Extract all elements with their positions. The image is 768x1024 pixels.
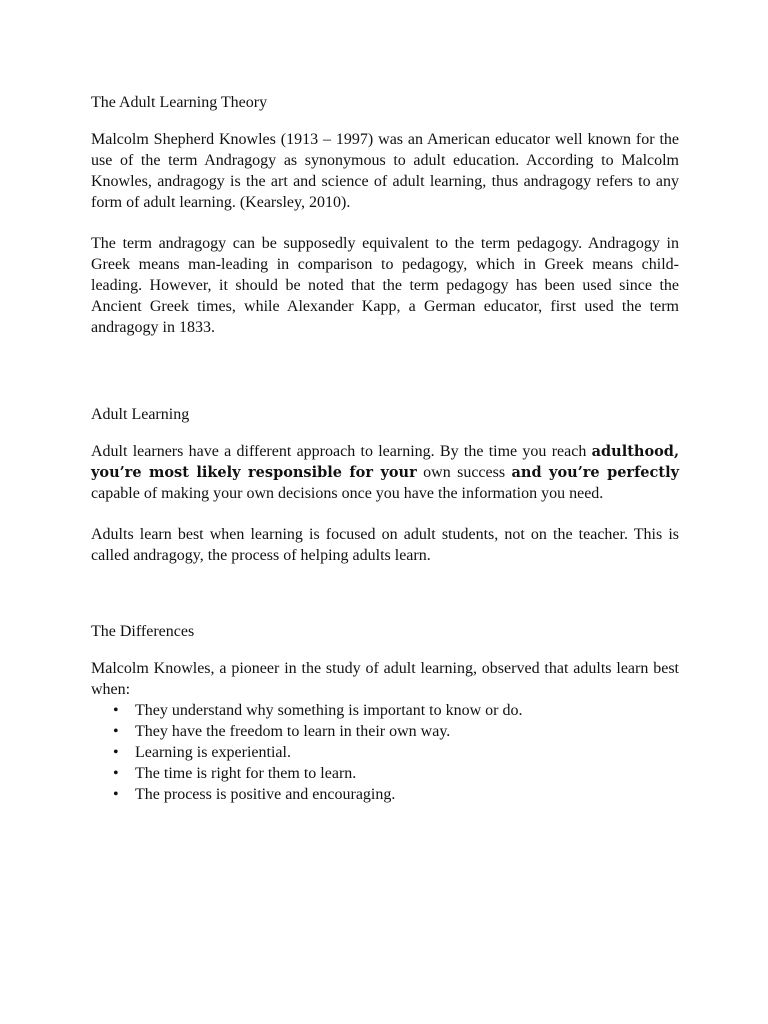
list-item-text: They have the freedom to learn in their own way.: [135, 723, 451, 740]
section-heading-differences: The Differences: [91, 623, 195, 640]
list-item: [91, 784, 679, 805]
list-item-text: They understand why something is important to know or do.: [135, 702, 523, 719]
list-item-text: Learning is experiential.: [135, 744, 291, 761]
bullet-icon: •: [113, 765, 119, 782]
document-title: The Adult Learning Theory: [91, 94, 268, 111]
list-item: [91, 742, 679, 763]
section-heading-adult-learning: Adult Learning: [91, 406, 190, 423]
pedagogy-paragraph: The term andragogy can be supposedly equivalent to the term pedagogy. Andragogy in Greek means man-leading in comparison to pedagogy, which in Greek means child-leading. However, it should be noted that the term pedagogy has been used since the Ancient Greek times, while Alexander Kapp, a German educator, first used the term andragogy in 1833.: [91, 235, 679, 336]
intro-paragraph: Malcolm Shepherd Knowles (1913 – 1997) was an American educator well known for the use of the term Andragogy as synonymous to adult education. According to Malcolm Knowles, andragogy is the art and science of adult learning, thus andragogy refers to any form of adult learning. (Kearsley, 2010).: [91, 131, 679, 211]
list-item-text: The process is positive and encouraging.: [135, 786, 396, 803]
adult-learning-text-start: Adult learners have a different approach to learning. By the time you reach: [91, 443, 592, 460]
adult-learning-bold-phrase-1: adulthood, you’re most likely responsible for your: [91, 443, 679, 481]
adult-learning-bold-phrase-2: and you’re perfectly: [511, 464, 679, 481]
adult-learning-paragraph-1: [91, 441, 679, 504]
differences-intro-paragraph: Malcolm Knowles, a pioneer in the study of adult learning, observed that adults learn best when:: [91, 660, 679, 698]
list-item-text: The time is right for them to learn.: [135, 765, 357, 782]
bullet-icon: •: [113, 786, 119, 803]
list-item: [91, 721, 679, 742]
differences-bullet-list: [91, 700, 679, 805]
document-page: [91, 92, 679, 805]
list-item: [91, 700, 679, 721]
adult-learning-text-end: capable of making your own decisions once you have the information you need.: [91, 485, 604, 502]
list-item: [91, 763, 679, 784]
adult-learning-text-mid: own success: [416, 464, 512, 481]
bullet-icon: •: [113, 723, 119, 740]
bullet-icon: •: [113, 744, 119, 761]
adult-learning-paragraph-2: Adults learn best when learning is focused on adult students, not on the teacher. This is called andragogy, the process of helping adults learn.: [91, 526, 679, 564]
bullet-icon: •: [113, 702, 119, 719]
